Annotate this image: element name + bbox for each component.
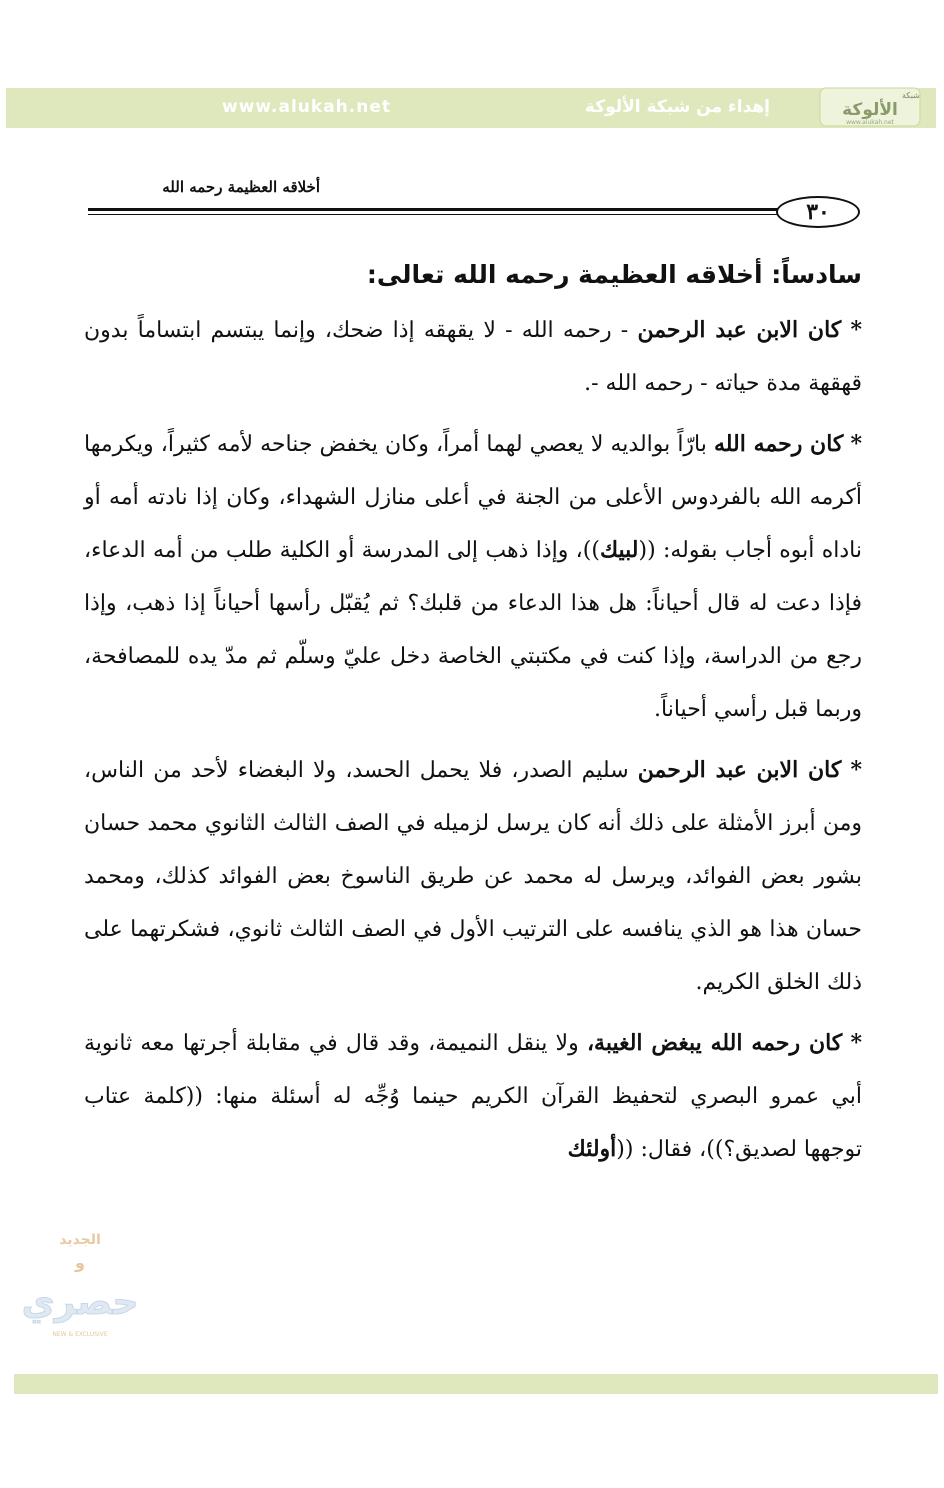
paragraph-text: ولا ينقل النميمة، وقد قال في مقابلة أجرتها معه ثانوية أبي عمرو البصري لتحفيظ القرآن الكريم حينما وُجِّه له أسئلة منها: ((كلمة عتاب توجهها لصديق؟))، فقال: (( xyxy=(84,1031,862,1162)
header-rule-thick xyxy=(88,208,778,211)
paragraph-lead: كان رحمه الله يبغض الغيبة، xyxy=(586,1030,843,1056)
bullet-star: * xyxy=(850,431,862,457)
logo-url: www.alukah.net xyxy=(846,119,894,126)
header-rule-thin xyxy=(88,214,778,215)
stamp-main-text: حصري xyxy=(21,1282,139,1323)
paragraph-text: بارّاً بوالديه لا يعصي لهما أمراً، وكان يخفض جناحه لأمه كثيراً، ويكرمها أكرمه الله بالفردوس الأعلى من الجنة في أعلى منازل الشهداء، وكان إذا نادته أمه أو ناداه أبوه أجاب بقوله: (( xyxy=(84,432,862,563)
banner-url[interactable]: www.alukah.net xyxy=(222,97,391,117)
new-exclusive-stamp xyxy=(18,1208,142,1358)
paragraph-4 xyxy=(84,1017,862,1176)
paragraph-2 xyxy=(84,418,862,736)
paragraph-lead: كان رحمه الله xyxy=(713,431,844,457)
page-number xyxy=(776,196,860,228)
top-banner-band xyxy=(6,88,936,128)
bottom-banner-band xyxy=(14,1374,938,1394)
stamp-bottom-text: NEW & EXCLUSIVE xyxy=(52,1331,108,1338)
stamp-mid-text: و xyxy=(75,1253,85,1272)
inline-bold: أولئك xyxy=(567,1136,617,1162)
paragraph-3 xyxy=(84,744,862,1009)
alukah-logo xyxy=(816,84,924,130)
page-body xyxy=(84,248,862,1184)
running-title: أخلاقه العظيمة رحمه الله xyxy=(162,178,320,196)
paragraph-lead: كان الابن عبد الرحمن xyxy=(637,317,842,343)
logo-text: الألوكة xyxy=(842,100,898,120)
paragraph-lead: كان الابن عبد الرحمن xyxy=(637,757,842,783)
paragraph-text-continued: ))، وإذا ذهب إلى المدرسة أو الكلية طلب من أمه الدعاء، فإذا دعت له قال أحياناً: هل هذا الدعاء من قلبك؟ ثم يُقبّل رأسها أحياناً إذا ذهب، وإذا رجع من الدراسة، وإذا كنت في مكتبتي الخاصة دخل عليّ وسلّم ثم مدّ يده للمصافحة، وربما قبل رأسي أحياناً. xyxy=(84,538,862,722)
bullet-star: * xyxy=(850,317,862,343)
bullet-star: * xyxy=(850,757,862,783)
bullet-star: * xyxy=(850,1030,863,1056)
paragraph-text: - رحمه الله - لا يقهقه إذا ضحك، وإنما يبتسم ابتساماً بدون قهقهة مدة حياته - رحمه الله -. xyxy=(84,318,862,396)
section-heading: سادساً: أخلاقه العظيمة رحمه الله تعالى: xyxy=(366,260,862,289)
stamp-top-text: الجديد xyxy=(59,1232,101,1248)
inline-bold: لبيك xyxy=(599,537,639,563)
banner-gift-text: إهداء من شبكة الألوكة xyxy=(584,97,770,117)
page-number-text: ٣٠ xyxy=(806,199,830,225)
paragraph-1 xyxy=(84,304,862,410)
logo-small-text: شبكة xyxy=(902,91,920,100)
paragraph-text: سليم الصدر، فلا يحمل الحسد، ولا البغضاء لأحد من الناس، ومن أبرز الأمثلة على ذلك أنه كان يرسل لزميله في الصف الثالث الثانوي محمد حسان بشور بعض الفوائد، ويرسل له محمد عن طريق الناسوخ بعض الفوائد كذلك، ومحمد حسان هذا هو الذي ينافسه على الترتيب الأول في الصف الثالث ثانوي، فشكرتهما على ذلك الخلق الكريم. xyxy=(84,758,862,995)
